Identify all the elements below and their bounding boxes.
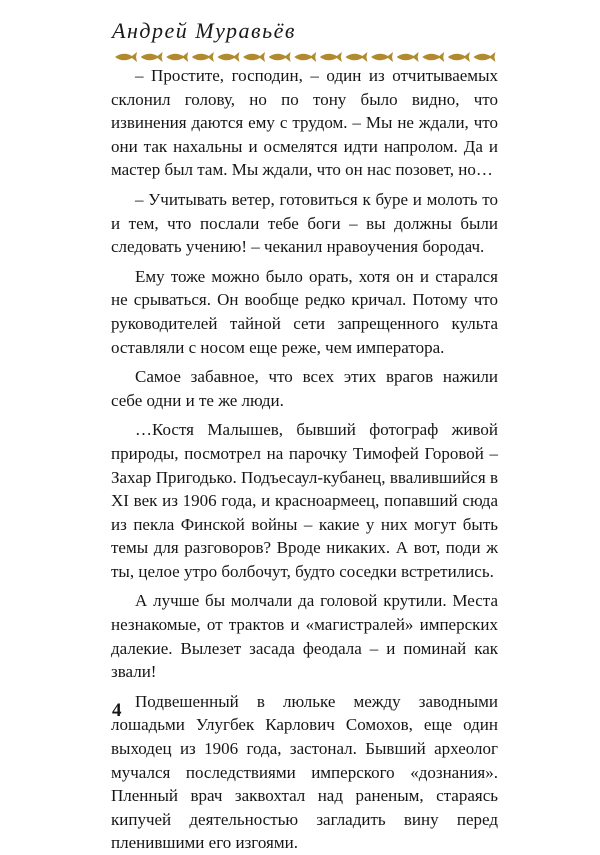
paragraph: …Костя Малышев, бывший фотограф живой природы, посмотрел на парочку Тимофей Горовой – Захар Пригодько. Подъесаул-кубанец, ввалившийся в XI век из 1906 года, и красноармеец, попавший сюда из пекла Финской войны – какие у них могут быть темы для разговоров? Вроде никаких. А вот, поди ж ты, целое утро болбочут, будто соседки встретились. bbox=[111, 420, 498, 581]
paragraph: – Учитывать ветер, готовиться к буре и молоть то и тем, что послали тебе боги – вы должны были следовать учению! – чеканил нравоучения бородач. bbox=[111, 189, 498, 257]
fish-ornament-icon bbox=[217, 52, 239, 62]
page-number: 4 bbox=[112, 700, 122, 721]
fish-ornament-icon bbox=[166, 52, 188, 62]
fish-ornament-icon bbox=[345, 52, 367, 62]
paragraph: Самое забавное, что всех этих врагов нажили себе одни и те же люди. bbox=[111, 367, 498, 410]
fish-ornament-icon bbox=[243, 52, 265, 62]
fish-ornament-icon bbox=[371, 52, 393, 62]
running-head-author: Андрей Муравьёв bbox=[112, 18, 296, 43]
fish-ornament-icon bbox=[192, 52, 214, 62]
paragraph: Ему тоже можно было орать, хотя он и старался не срываться. Он вообще редко кричал. Потому что руководителей тайной сети запрещенного культа оставляли с носом еще реже, чем императора. bbox=[111, 266, 498, 357]
fish-ornament-icon bbox=[294, 52, 316, 62]
fish-ornament-icon bbox=[473, 52, 495, 62]
fish-ornament-icon bbox=[448, 52, 470, 62]
paragraph: Подвешенный в люльке между заводными лошадьми Улугбек Карлович Сомохов, еще один выходец из 1906 года, застонал. Бывший археолог мучался последствиями имперского «дознания». Пленный врач заквохтал над раненым, стараясь кипучей деятельностью загладить вину перед пленившими его изгоями. bbox=[111, 691, 498, 853]
fish-ornament-icon bbox=[320, 52, 342, 62]
paragraph: – Простите, господин, – один из отчитываемых склонил голову, но по тону было видно, что извинения даются ему с трудом. – Мы не ждали, что они так нахальны и осмелятся идти напролом. Да и мастер был там. Мы ждали, что он нас позовет, но… bbox=[111, 66, 498, 180]
fish-ornament-icon bbox=[141, 52, 163, 62]
paragraph: А лучше бы молчали да головой крутили. Места незнакомые, от трактов и «магистралей» имперских далекие. Вылезет засада феодала – и поминай как звали! bbox=[111, 591, 498, 682]
fish-ornament-icon bbox=[397, 52, 419, 62]
fish-ornament-icon bbox=[269, 52, 291, 62]
fish-ornament-icon bbox=[115, 52, 137, 62]
body-text bbox=[111, 64, 498, 855]
fish-row-ornament-icon bbox=[112, 49, 496, 65]
fish-ornament-icon bbox=[422, 52, 444, 62]
